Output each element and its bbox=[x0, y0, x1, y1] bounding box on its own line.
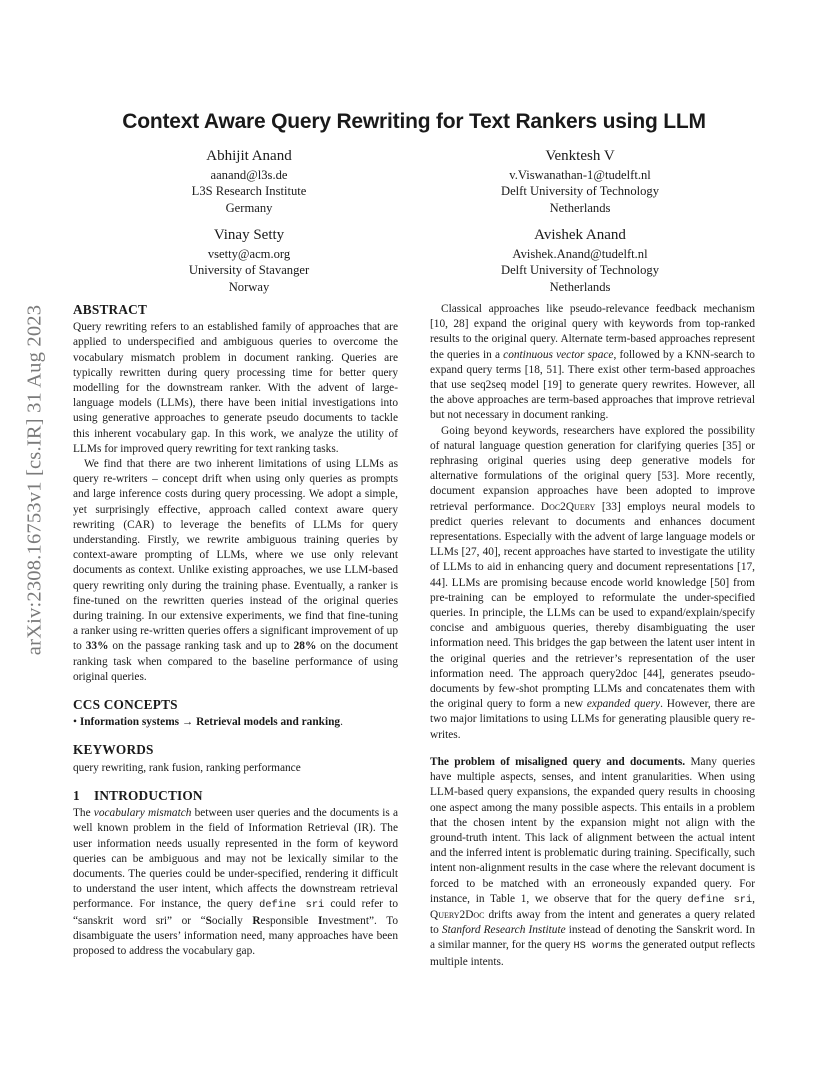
body-text: , bbox=[752, 892, 755, 905]
left-column bbox=[73, 302, 398, 959]
abstract-bold-value: 28% bbox=[293, 640, 317, 653]
author-name: Vinay Setty bbox=[213, 227, 285, 243]
author-affiliation: Delft University of Technology bbox=[500, 263, 660, 278]
author-email: vsetty@acm.org bbox=[207, 247, 291, 261]
intro-text: between user queries and the documents is a well known problem in the field of Information Retrieval (IR). The user information needs usually represented in the form of keyword queries can be ambiguous and may not be lexically similar to the documents. The queries could be under-specified, rendering it difficult to understand the user intent, which affects the downstream retrieval performance. For instance, the query bbox=[73, 807, 398, 911]
author-country: Germany bbox=[225, 200, 273, 215]
body-text: Many queries have multiple aspects, senses, and intent granularities. When using LLM-based query expansions, the expanded query results in choosing one aspect among the many possible aspects. This entails in a problem that the chosen intent by the expansion might not align with the ground-truth intent. This lack of alignment between the actual intent and the inferred intent is problematic during training. Specifically, such intent non-alignment results in the case where the relevant document is forced to be matched with an erroneously expanded query. For instance, in Table 1, we observe that for the query bbox=[430, 755, 755, 905]
body-text: , followed by a KNN-search to expand query terms [18, 51]. There exist other term-based approaches that use seq2seq model [19] to generate query rewrites. However, all the above approaches are term-based approaches that improve retrieval but not necessary in document ranking. bbox=[430, 348, 755, 422]
intro-bold-letter: R bbox=[252, 914, 261, 927]
right-column bbox=[430, 302, 755, 970]
body-text: Going beyond keywords, researchers have explored the possibility of natural language question generation for clarifying queries [35] or rephrasing original queries using deep generative models for alternative formulations of the original query [53]. More recently, document expansion approaches have been adopted to improve retrieval performance. bbox=[430, 424, 755, 513]
abstract-paragraph bbox=[73, 457, 398, 685]
introduction-heading: 1 INTRODUCTION bbox=[73, 787, 203, 803]
intro-bold-letter: S bbox=[205, 914, 212, 927]
body-text: instead of denoting the Sanskrit word. In a similar manner, for the query bbox=[430, 924, 755, 952]
keywords-text: query rewriting, rank fusion, ranking performance bbox=[73, 761, 301, 774]
abstract-paragraph: Query rewriting refers to an established family of approaches that are applied to underspecified and ambiguous queries to overcome the vocabulary mismatch problem in document ranking. Queries are typically rewritten during query processing time for better query modelling for the downstream ranker. With the advent of large-language models (LLMs), there have been initial investigations into using generative approaches to generate pseudo documents to tackle this inherent vocabulary gap. In this work, we analyze the utility of LLMs for improved query rewriting for text ranking tasks. bbox=[73, 321, 398, 455]
abstract-heading: ABSTRACT bbox=[73, 302, 148, 317]
author-block bbox=[99, 146, 399, 216]
author-block bbox=[99, 225, 399, 295]
body-text: Classical approaches like pseudo-relevance feedback mechanism [10, 28] expand the original query with keywords from top-ranked results to the original query. Alternate term-based approaches represent the queries in a bbox=[430, 303, 755, 361]
author-name: Venktesh V bbox=[545, 148, 615, 164]
abstract-text: We find that there are two inherent limitations of using LLMs as query re-writers – concept drift when using only queries as prompts and large inference costs during query processing. We adopt a simple, yet surprisingly effective, approach called context aware query rewriting (CAR) to leverage the benefits of LLMs for query understanding. Firstly, we rewrite ambiguous training queries by context-aware prompting of LLMs, where we use only relevant documents as context. Unlike existing approaches, we use LLM-based query rewriting only during the training phase. Eventually, a ranker is fine-tuned on the rewritten queries instead of the original queries during training. In our extensive experiments, we find that fine-tuning a ranker using re-written queries offers a significant improvement of up to bbox=[73, 458, 398, 653]
ccs-end: . bbox=[340, 716, 343, 729]
paper-title: Context Aware Query Rewriting for Text Rankers using LLM bbox=[122, 110, 706, 133]
author-email: v.Viswanathan-1@tudelft.nl bbox=[509, 168, 651, 182]
abstract-text: on the document ranking task when compared to the baseline performance of using original queries. bbox=[73, 640, 398, 683]
arxiv-identifier: arXiv:2308.16753v1 [cs.IR] 31 Aug 2023 bbox=[23, 304, 46, 656]
body-paragraph bbox=[430, 302, 755, 424]
body-text: drifts away from the intent and generates a query related to bbox=[430, 908, 755, 937]
body-emphasis: expanded query bbox=[586, 698, 661, 711]
ccs-heading: CCS CONCEPTS bbox=[73, 697, 178, 713]
author-affiliation: Delft University of Technology bbox=[500, 184, 660, 199]
author-affiliation: University of Stavanger bbox=[188, 263, 310, 278]
method-name: Query2Doc bbox=[430, 908, 485, 921]
keywords-heading: KEYWORDS bbox=[73, 742, 154, 758]
author-country: Netherlands bbox=[549, 279, 611, 294]
body-text: . However, there are two major limitations to using LLMs for generating plausible query re-writes. bbox=[430, 698, 755, 741]
author-email: aanand@l3s.de bbox=[210, 168, 288, 182]
body-paragraph bbox=[430, 424, 755, 743]
body-text: the generated output reflects multiple intents. bbox=[430, 939, 755, 968]
intro-code: define sri bbox=[259, 899, 325, 912]
ccs-bullet: • bbox=[73, 716, 80, 729]
method-name: Doc2Query bbox=[540, 500, 596, 513]
paragraph-heading: The problem of misaligned query and documents. bbox=[430, 755, 686, 768]
query-code: define sri bbox=[687, 893, 753, 906]
intro-bold-letter: I bbox=[317, 914, 323, 927]
author-affiliation: L3S Research Institute bbox=[191, 184, 307, 199]
author-email: Avishek.Anand@tudelft.nl bbox=[512, 247, 648, 261]
author-country: Netherlands bbox=[549, 200, 611, 215]
author-block bbox=[430, 146, 730, 216]
body-emphasis: continuous vector space bbox=[503, 348, 614, 361]
body-paragraph bbox=[430, 755, 755, 970]
author-country: Norway bbox=[228, 279, 270, 294]
intro-emphasis: vocabulary mismatch bbox=[93, 807, 192, 820]
author-name: Abhijit Anand bbox=[206, 148, 292, 164]
body-emphasis: Stanford Research Institute bbox=[441, 924, 566, 937]
author-block bbox=[430, 225, 730, 295]
intro-text: The bbox=[73, 807, 94, 820]
author-name: Avishek Anand bbox=[534, 227, 626, 243]
body-text: [33] employs neural models to predict queries relevant to documents and enhances document representations. Especially with the advent of large language models or LLMs [27, 40], recent approaches have started to investigate the utility of LLMs to aid in enhancing query and document representations [17, 44]. LLMs are promising because encode world knowledge [50] from pre-training can be employed to reformulate the under-specified queries. In principle, the LLMs can be used to expand/explain/specify concise and ambiguous queries, thereby disambiguating the user information need. This bridges the gap between the latent user intent in the original queries and the retriever’s representation of the user information need. The approach query2doc [44], generates pseudo-documents by few-shot prompting LLMs and concatenates them with the original query to form a new bbox=[430, 500, 755, 711]
abstract-text: on the passage ranking task and up to bbox=[108, 640, 294, 653]
intro-paragraph bbox=[73, 806, 398, 959]
query-code: HS worms bbox=[573, 940, 623, 953]
intro-text: could refer to “sanskrit word sri” or “ bbox=[73, 898, 398, 927]
intro-text: nvestment”. To disambiguate the users’ information need, many approaches have been proposed to address the vocabulary gap. bbox=[73, 914, 399, 957]
ccs-text: Information systems → Retrieval models and ranking bbox=[79, 716, 341, 729]
intro-text: esponsible bbox=[260, 914, 318, 927]
ccs-concepts bbox=[73, 715, 398, 730]
intro-text: ocially bbox=[211, 914, 253, 927]
abstract-bold-value: 33% bbox=[85, 640, 109, 653]
